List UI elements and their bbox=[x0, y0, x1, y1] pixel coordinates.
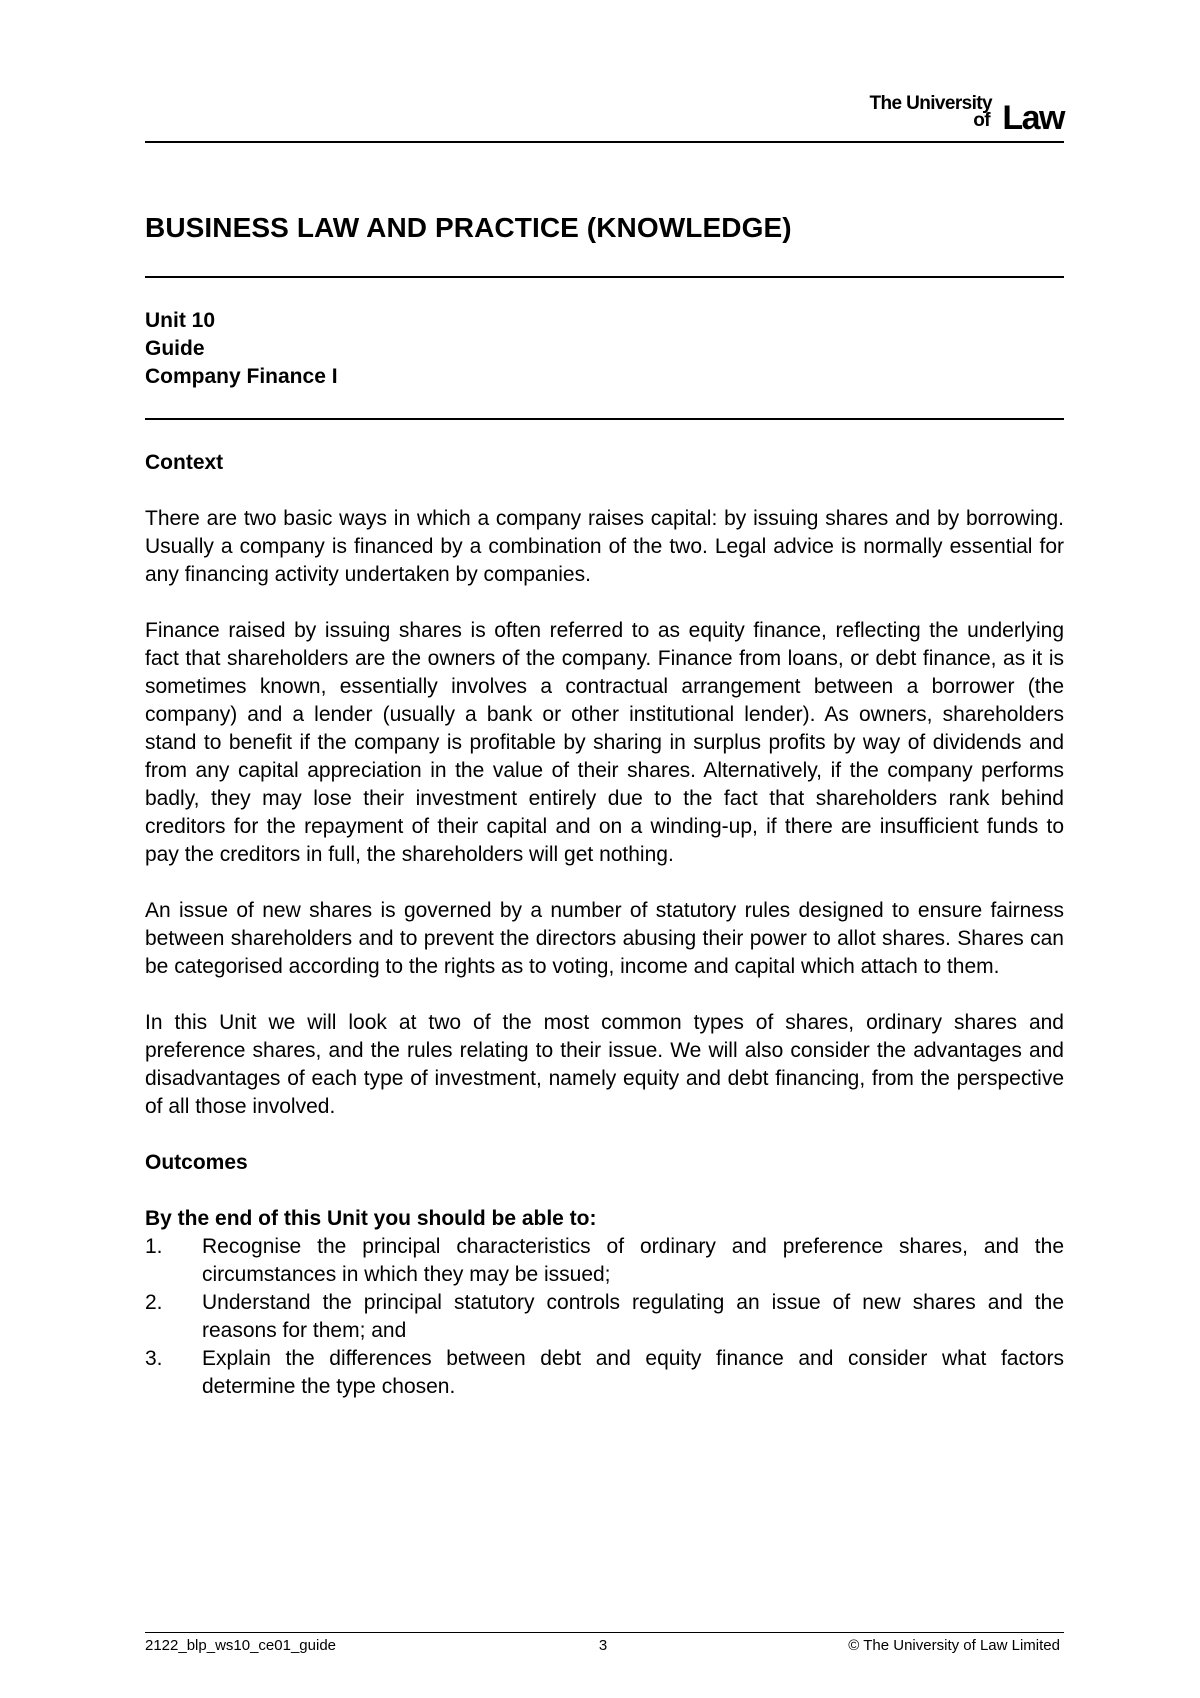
footer-divider bbox=[145, 1632, 1064, 1633]
logo-line-university: The University bbox=[869, 93, 992, 114]
outcome-text: Understand the principal statutory controls regulating an issue of new shares and the reasons for them; and bbox=[202, 1291, 1064, 1342]
logo-word-law: Law bbox=[1002, 99, 1064, 137]
context-paragraph: In this Unit we will look at two of the most common types of shares, ordinary shares and preference shares, and the rules relating to their issue. We will also consider the advantages and disadvantages of each type of investment, namely equity and debt financing, from the perspective of all those involved. bbox=[145, 1011, 1064, 1118]
unit-topic: Company Finance I bbox=[145, 365, 338, 388]
unit-type: Guide bbox=[145, 337, 205, 360]
header-divider bbox=[145, 141, 1064, 143]
outcomes-heading: Outcomes bbox=[145, 1151, 248, 1174]
unit-number: Unit 10 bbox=[145, 309, 216, 332]
unit-info bbox=[145, 307, 338, 391]
main-content bbox=[145, 449, 1064, 1401]
list-item bbox=[145, 1233, 1064, 1289]
outcome-text: Recognise the principal characteristics of ordinary and preference shares, and the circumstances in which they may be issued; bbox=[202, 1235, 1064, 1286]
context-paragraph: There are two basic ways in which a company raises capital: by issuing shares and by borrowing. Usually a company is financed by a combination of the two. Legal advice is normally essential for any financing activity undertaken by companies. bbox=[145, 507, 1064, 586]
context-heading: Context bbox=[145, 451, 224, 474]
unit-divider bbox=[145, 418, 1064, 420]
document-reference: 2122_blp_ws10_ce01_guide bbox=[145, 1637, 337, 1654]
outcomes-list bbox=[145, 1233, 1064, 1401]
list-item bbox=[145, 1289, 1064, 1345]
list-item bbox=[145, 1345, 1064, 1401]
context-paragraph: An issue of new shares is governed by a number of statutory rules designed to ensure fairness between shareholders and to prevent the directors abusing their power to allot shares. Shares can be categorised according to the rights as to voting, income and capital which attach to them. bbox=[145, 899, 1064, 978]
context-paragraph: Finance raised by issuing shares is often referred to as equity finance, reflecting the underlying fact that shareholders are the owners of the company. Finance from loans, or debt finance, as it is sometimes known, essentially involves a contractual arrangement between a borrower (the company) and a lender (usually a bank or other institutional lender). As owners, shareholders stand to benefit if the company is profitable by sharing in surplus profits by way of dividends and from any capital appreciation in the value of their shares. Alternatively, if the company performs badly, they may lose their investment entirely due to the fact that shareholders rank behind creditors for the repayment of their capital and on a winding-up, if there are insufficient funds to pay the creditors in full, the shareholders will get nothing. bbox=[145, 619, 1064, 866]
outcome-number: 1. bbox=[145, 1235, 163, 1258]
title-divider bbox=[145, 276, 1064, 278]
university-logo bbox=[824, 93, 1064, 137]
document-title: BUSINESS LAW AND PRACTICE (KNOWLEDGE) bbox=[145, 212, 792, 243]
page-footer bbox=[145, 1636, 1064, 1656]
copyright-notice: © The University of Law Limited bbox=[848, 1637, 1060, 1654]
outcome-number: 3. bbox=[145, 1347, 163, 1370]
page-number: 3 bbox=[598, 1637, 608, 1654]
logo-line-of: of bbox=[973, 110, 990, 131]
outcomes-intro: By the end of this Unit you should be able to: bbox=[145, 1207, 597, 1230]
outcome-text: Explain the differences between debt and equity finance and consider what factors determine the type chosen. bbox=[202, 1347, 1064, 1398]
outcome-number: 2. bbox=[145, 1291, 163, 1314]
